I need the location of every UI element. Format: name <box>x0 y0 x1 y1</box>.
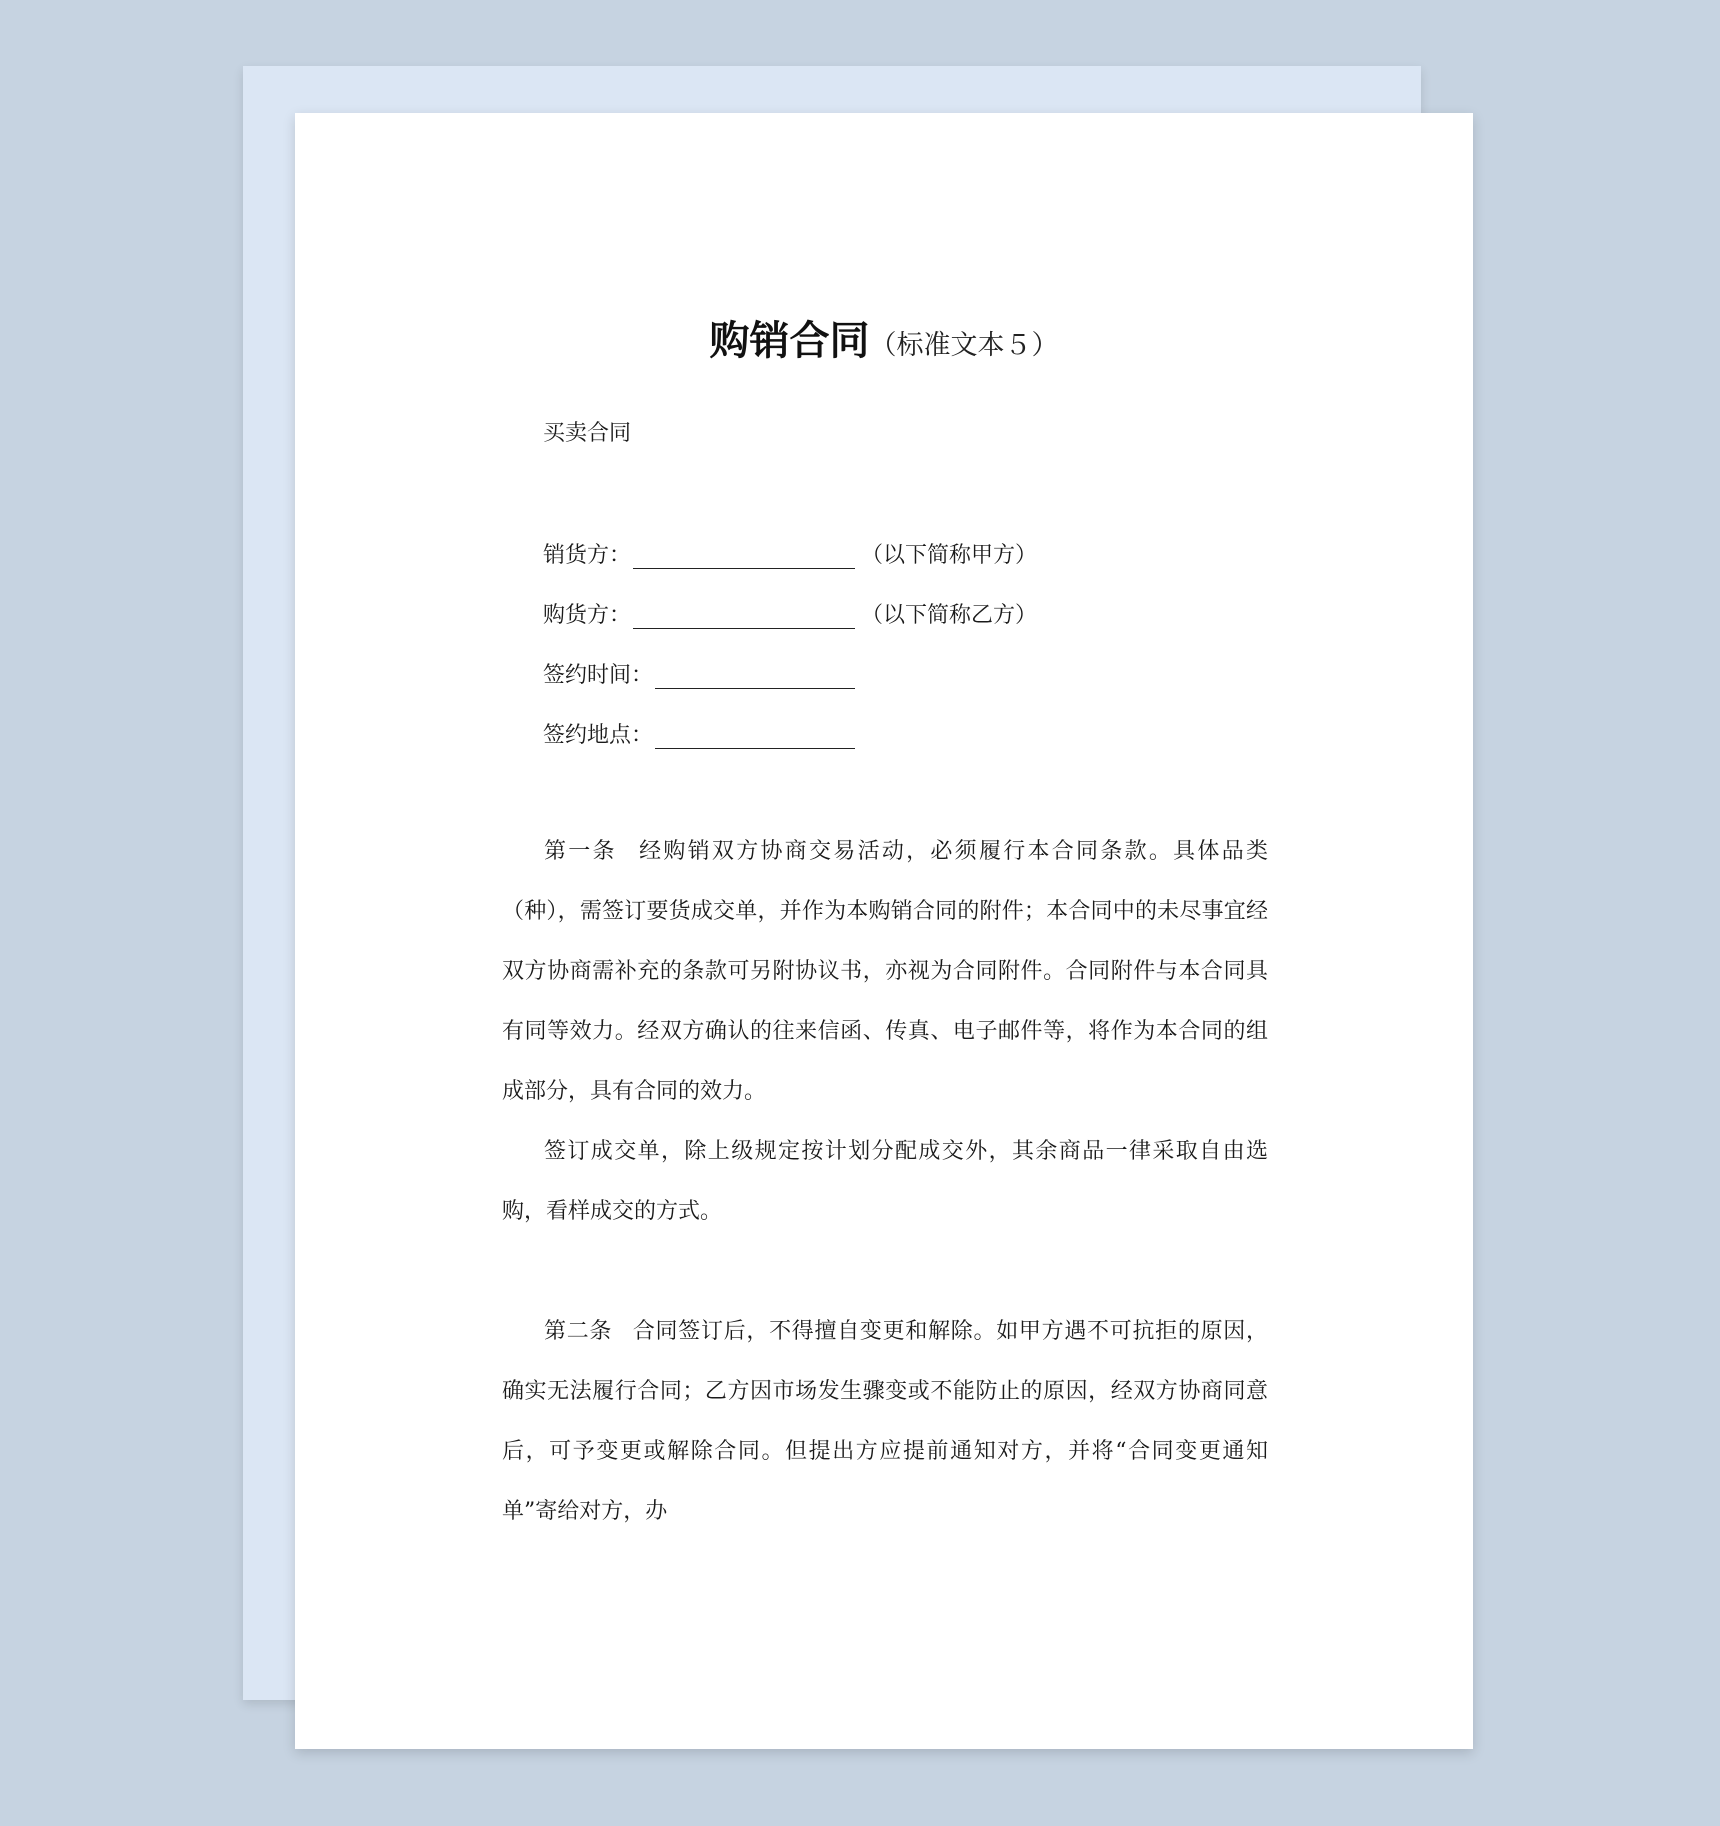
article-lead: 第一条 <box>544 839 617 864</box>
fill-blank-line <box>633 602 855 629</box>
field-label: 销货方： <box>543 543 632 568</box>
paragraph-text: 签订成交单，除上级规定按计划分配成交外，其余商品一律采取自由选购，看样成交的方式。 <box>502 1139 1268 1224</box>
field-buyer <box>543 598 1037 629</box>
field-label: 购货方： <box>543 603 632 628</box>
fill-blank-line <box>655 722 855 749</box>
title-sub: （标准文本５） <box>869 330 1059 361</box>
field-label: 签约时间： <box>543 663 654 688</box>
paragraph-2 <box>502 1122 1268 1242</box>
document-page <box>295 113 1473 1749</box>
article-lead: 第二条 <box>544 1319 613 1344</box>
document-subtitle: 买卖合同 <box>543 421 632 446</box>
field-sign-time <box>543 658 855 689</box>
paragraph-article-1 <box>502 822 1268 1122</box>
paragraph-article-2 <box>502 1302 1268 1542</box>
paragraph-text: 合同签订后，不得擅自变更和解除。如甲方遇不可抗拒的原因，确实无法履行合同；乙方因市场发生骤变或不能防止的原因，经双方协商同意后，可予变更或解除合同。但提出方应提前通知对方，并将“合同变更通知单”寄给对方，办 <box>502 1319 1268 1524</box>
field-seller <box>543 538 1037 569</box>
title-main: 购销合同 <box>709 318 870 364</box>
fill-blank-line <box>655 662 855 689</box>
field-note: （以下简称乙方） <box>861 603 1038 628</box>
fill-blank-line <box>633 542 855 569</box>
paragraph-text: 经购销双方协商交易活动，必须履行本合同条款。具体品类（种），需签订要货成交单，并作为本购销合同的附件；本合同中的未尽事宜经双方协商需补充的条款可另附协议书，亦视为合同附件。合同附件与本合同具有同等效力。经双方确认的往来信函、传真、电子邮件等，将作为本合同的组成部分，具有合同的效力。 <box>502 839 1268 1104</box>
field-label: 签约地点： <box>543 723 654 748</box>
document-title <box>295 309 1473 366</box>
field-sign-place <box>543 718 855 749</box>
field-note: （以下简称甲方） <box>861 543 1038 568</box>
